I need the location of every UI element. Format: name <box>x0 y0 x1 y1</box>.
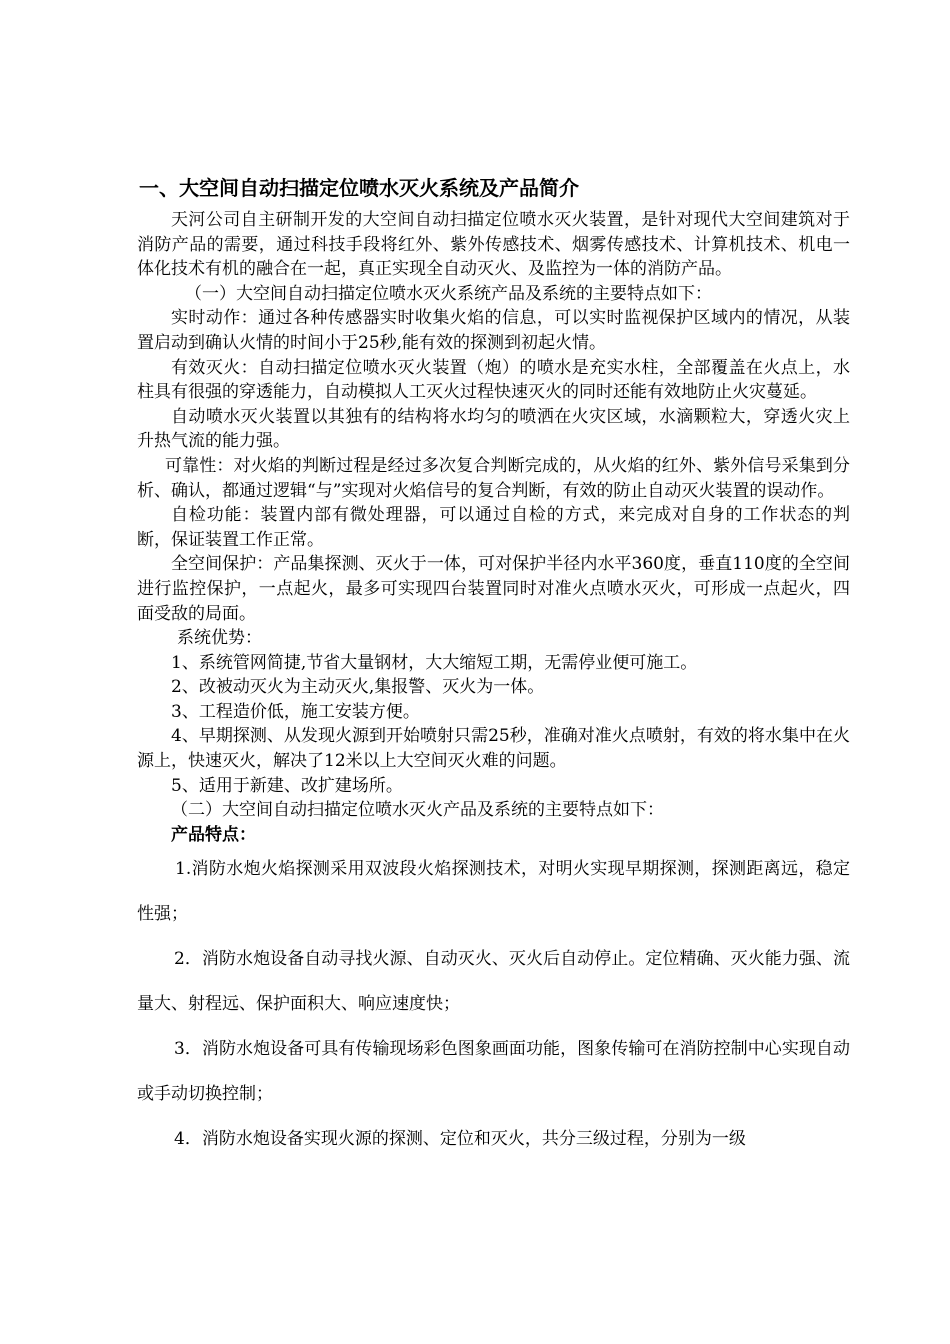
paragraph-selfcheck: 自检功能：装置内部有微处理器，可以通过自检的方式，来完成对自身的工作状态的判断，保证装置工作正常。 <box>137 505 850 550</box>
paragraph-reliability: 可靠性：对火焰的判断过程是经过多次复合判断完成的，从火焰的红外、紫外信号采集到分析、确认，都通过逻辑“与”实现对火焰信号的复合判断，有效的防止自动灭火装置的误动作。 <box>137 455 850 501</box>
feature-item-1: 1.消防水炮火焰探测采用双波段火焰探测技术，对明火实现早期探测，探测距离远，稳定性强； <box>137 859 850 925</box>
section-title: 一、大空间自动扫描定位喷水灭火系统及产品简介 <box>139 176 579 200</box>
paragraph-realtime: 实时动作：通过各种传感器实时收集火焰的信息，可以实时监视保护区域内的情况，从装置启动到确认火情的时间小于25秒,能有效的探测到初起火情。 <box>137 308 850 353</box>
paragraph-fullspace: 全空间保护：产品集探测、灭火于一体，可对保护半径内水平360度，垂直110度的全空间进行监控保护，一点起火，最多可实现四台装置同时对准火点喷水灭火，可形成一点起火，四面受敌的局面。 <box>137 554 850 624</box>
advantage-item-1: 1、系统管网简捷,节省大量钢材，大大缩短工期，无需停业便可施工。 <box>171 652 698 673</box>
paragraph-effective: 有效灭火：自动扫描定位喷水灭火装置（炮）的喷水是充实水柱，全部覆盖在火点上，水柱具有很强的穿透能力，自动模拟人工灭火过程快速灭火的同时还能有效地防止火灾蔓延。 <box>137 357 850 403</box>
intro-paragraph: 天河公司自主研制开发的大空间自动扫描定位喷水灭火装置，是针对现代大空间建筑对于消防产品的需要，通过科技手段将红外、紫外传感技术、烟雾传感技术、计算机技术、机电一体化技术有机的融合在一起，真正实现全自动灭火、及监控为一体的消防产品。 <box>137 210 850 280</box>
advantage-item-3: 3、工程造价低，施工安装方便。 <box>171 701 420 722</box>
advantages-heading: 系统优势： <box>177 628 262 649</box>
subsection-heading-2: （二）大空间自动扫描定位喷水灭火产品及系统的主要特点如下： <box>171 800 664 821</box>
feature-item-3: 3．消防水炮设备可具有传输现场彩色图象画面功能，图象传输可在消防控制中心实现自动或手动切换控制； <box>137 1039 850 1105</box>
advantage-item-4: 4、早期探测、从发现火源到开始喷射只需25秒，准确对准火点喷射，有效的将水集中在火源上，快速灭火，解决了12米以上大空间灭火难的问题。 <box>137 726 850 772</box>
document-body <box>137 208 850 1162</box>
paragraph-spray: 自动喷水灭火装置以其独有的结构将水均匀的喷洒在火灾区域，水滴颗粒大，穿透火灾上升热气流的能力强。 <box>137 406 850 452</box>
features-heading: 产品特点： <box>171 824 256 845</box>
advantage-item-5: 5、适用于新建、改扩建场所。 <box>171 775 403 796</box>
feature-item-4: 4．消防水炮设备实现火源的探测、定位和灭火，共分三级过程，分别为一级 <box>174 1129 746 1150</box>
feature-item-2: 2．消防水炮设备自动寻找火源、自动灭火、灭火后自动停止。定位精确、灭火能力强、流量大、射程远、保护面积大、响应速度快； <box>137 949 850 1015</box>
advantage-item-2: 2、改被动灭火为主动灭火,集报警、灭火为一体。 <box>171 677 545 698</box>
subsection-heading-1: （一）大空间自动扫描定位喷水灭火系统产品及系统的主要特点如下： <box>185 283 712 304</box>
